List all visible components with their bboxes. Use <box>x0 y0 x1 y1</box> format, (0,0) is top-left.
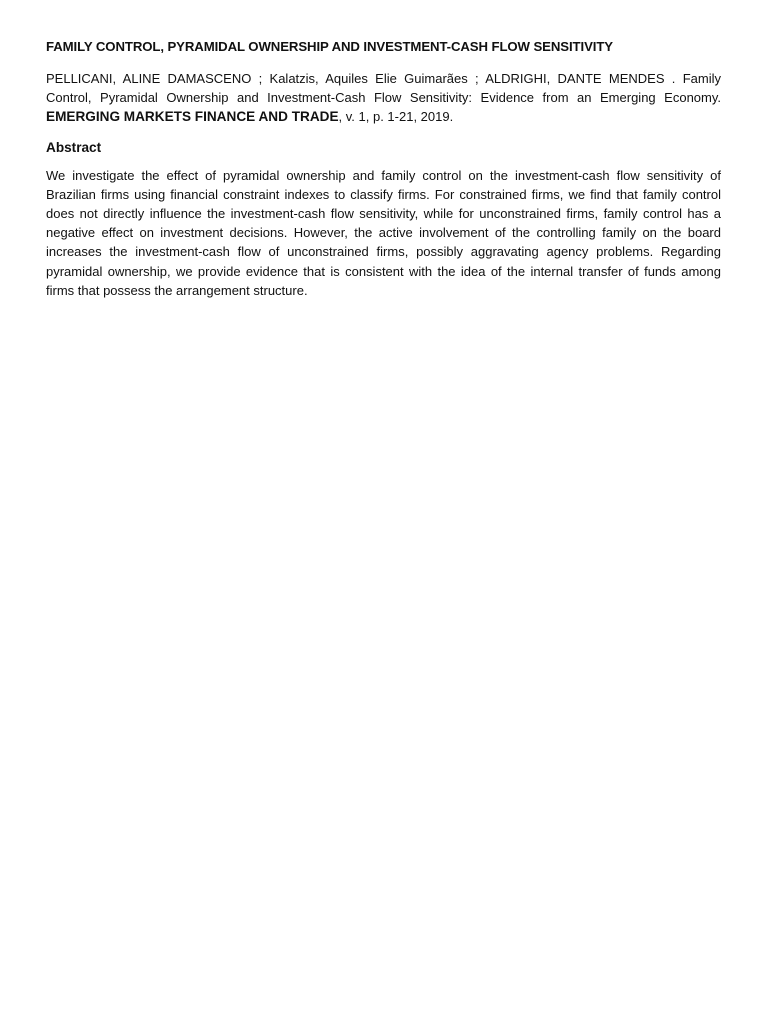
citation-details: , v. 1, p. 1-21, 2019. <box>338 109 454 125</box>
citation-journal: EMERGING MARKETS FINANCE AND TRADE <box>46 109 339 125</box>
citation-authors-title: PELLICANI, ALINE DAMASCENO ; Kalatzis, Aquiles Elie Guimarães ; ALDRIGHI, DANTE MENDES . Family Control, Pyramidal Ownership and Investment-Cash Flow Sensitivity: Evidence from an Emerging Economy. <box>46 71 721 106</box>
abstract-heading: Abstract <box>46 139 102 155</box>
document-title: FAMILY CONTROL, PYRAMIDAL OWNERSHIP AND INVESTMENT-CASH FLOW SENSITIVITY <box>46 39 613 54</box>
citation <box>46 69 721 127</box>
document-page <box>46 38 721 300</box>
abstract-text: We investigate the effect of pyramidal ownership and family control on the investment-cash flow sensitivity of Brazilian firms using financial constraint indexes to classify firms. For constrained firms, we find that family control does not directly influence the investment-cash flow sensitivity, while for unconstrained firms, family control has a negative effect on investment decisions. However, the active involvement of the controlling family on the board increases the investment-cash flow of unconstrained firms, possibly aggravating agency problems. Regarding pyramidal ownership, we provide evidence that is consistent with the idea of the internal transfer of funds among firms that possess the arrangement structure. <box>46 167 721 298</box>
